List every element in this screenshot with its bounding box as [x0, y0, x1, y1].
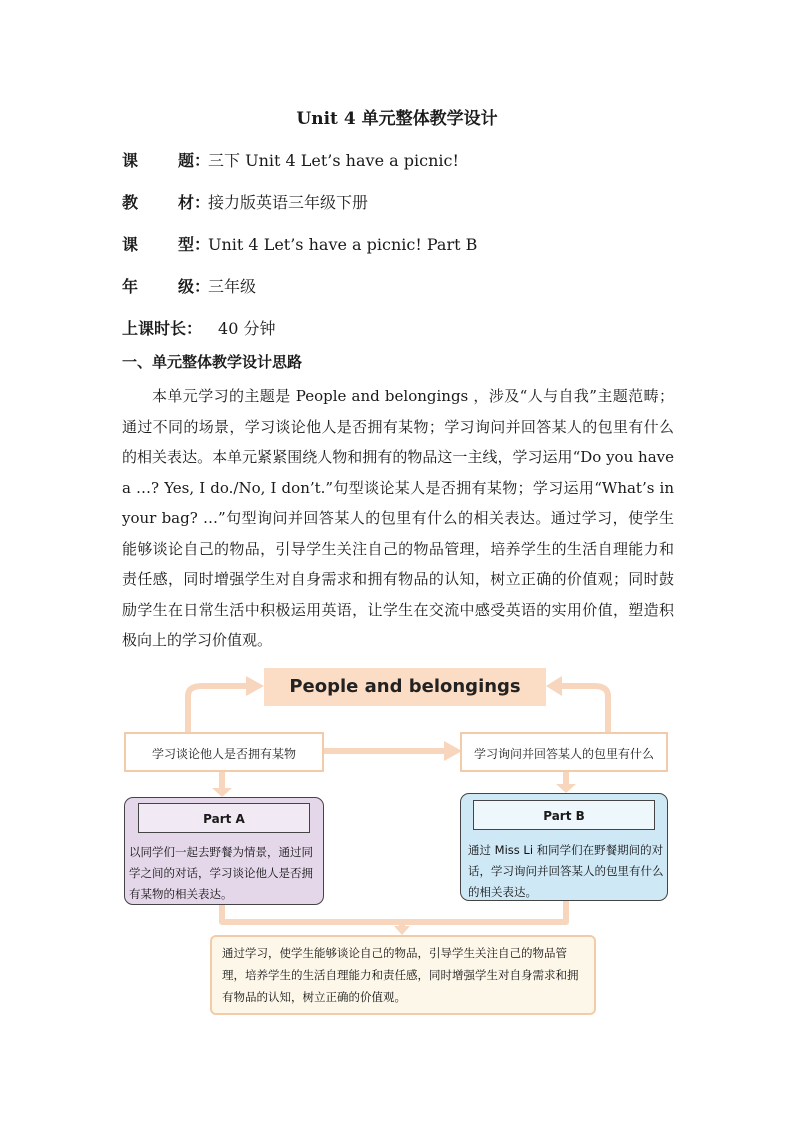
section-heading: 一、单元整体教学设计思路 — [122, 353, 303, 371]
part-a-card — [124, 797, 324, 905]
learn-box-right: 学习询问并回答某人的包里有什么 — [460, 732, 668, 772]
duration-label: 上课时长： — [122, 319, 203, 338]
part-b-card — [460, 793, 668, 901]
concept-diagram — [122, 660, 682, 1030]
meta-row-topic — [122, 148, 459, 171]
meta-label-b: 型： — [178, 235, 211, 254]
meta-row-material — [122, 190, 368, 213]
part-b-title: Part B — [473, 800, 655, 830]
meta-value: Unit 4 Let’s have a picnic! Part B — [208, 235, 478, 254]
meta-value: 三年级 — [208, 277, 257, 296]
meta-label-b: 级： — [178, 277, 211, 296]
meta-value: 接力版英语三年级下册 — [208, 193, 369, 212]
learn-box-left: 学习谈论他人是否拥有某物 — [124, 732, 324, 772]
meta-row-duration — [122, 316, 275, 339]
body-paragraph: 本单元学习的主题是 People and belongings ，涉及“人与自我”主题范畴；通过不同的场景，学习谈论他人是否拥有某物；学习询问并回答某人的包里有什么的相关表达。本单元紧紧围绕人物和拥有的物品这一主线，学习运用“Do you have a …? Yes, I do./No, I don’t.”句型谈论某人是否拥有某物；学习运用“What’s in your bag? …”句型询问并回答某人的包里有什么的相关表达。通过学习，使学生能够谈论自己的物品，引导学生关注自己的物品管理，培养学生的生活自理能力和责任感，同时增强学生对自身需求和拥有物品的认知，树立正确的价值观；同时鼓励学生在日常生活中积极运用英语，让学生在交流中感受英语的实用价值，塑造积极向上的学习价值观。 — [122, 387, 674, 649]
meta-row-grade — [122, 274, 256, 297]
meta-label-b: 材： — [178, 193, 211, 212]
meta-row-lesson-type — [122, 232, 477, 255]
arrowhead-right-header — [546, 676, 562, 696]
part-a-text: 以同学们一起去野餐为情景，通过同学之间的对话，学习谈论他人是否拥有某物的相关表达。 — [129, 845, 313, 901]
arrowhead-part-a — [212, 788, 232, 797]
diagram-header: People and belongings — [264, 668, 546, 706]
meta-label-a: 教 — [122, 193, 139, 212]
arrowhead-part-b — [556, 784, 576, 793]
arrowhead-summary — [394, 926, 410, 935]
connector-right-to-header — [562, 686, 608, 734]
part-a-title: Part A — [138, 803, 310, 833]
connector-left-to-header — [188, 686, 246, 732]
meta-label-a: 课 — [122, 151, 139, 170]
duration-value: 40 分钟 — [218, 319, 276, 338]
document-title: Unit 4 单元整体教学设计 — [296, 109, 498, 129]
summary-box: 通过学习，使学生能够谈论自己的物品，引导学生关注自己的物品管理，培养学生的生活自理能力和责任感，同时增强学生对自身需求和拥有物品的认知，树立正确的价值观。 — [210, 935, 596, 1015]
part-b-text: 通过 Miss Li 和同学们在野餐期间的对话，学习询问并回答某人的包里有什么的相关表达。 — [468, 843, 664, 899]
meta-label-b: 题： — [178, 151, 211, 170]
arrowhead-left-header — [246, 676, 264, 696]
meta-label-a: 课 — [122, 235, 139, 254]
meta-value: 三下 Unit 4 Let’s have a picnic! — [208, 151, 459, 170]
meta-label-a: 年 — [122, 277, 139, 296]
